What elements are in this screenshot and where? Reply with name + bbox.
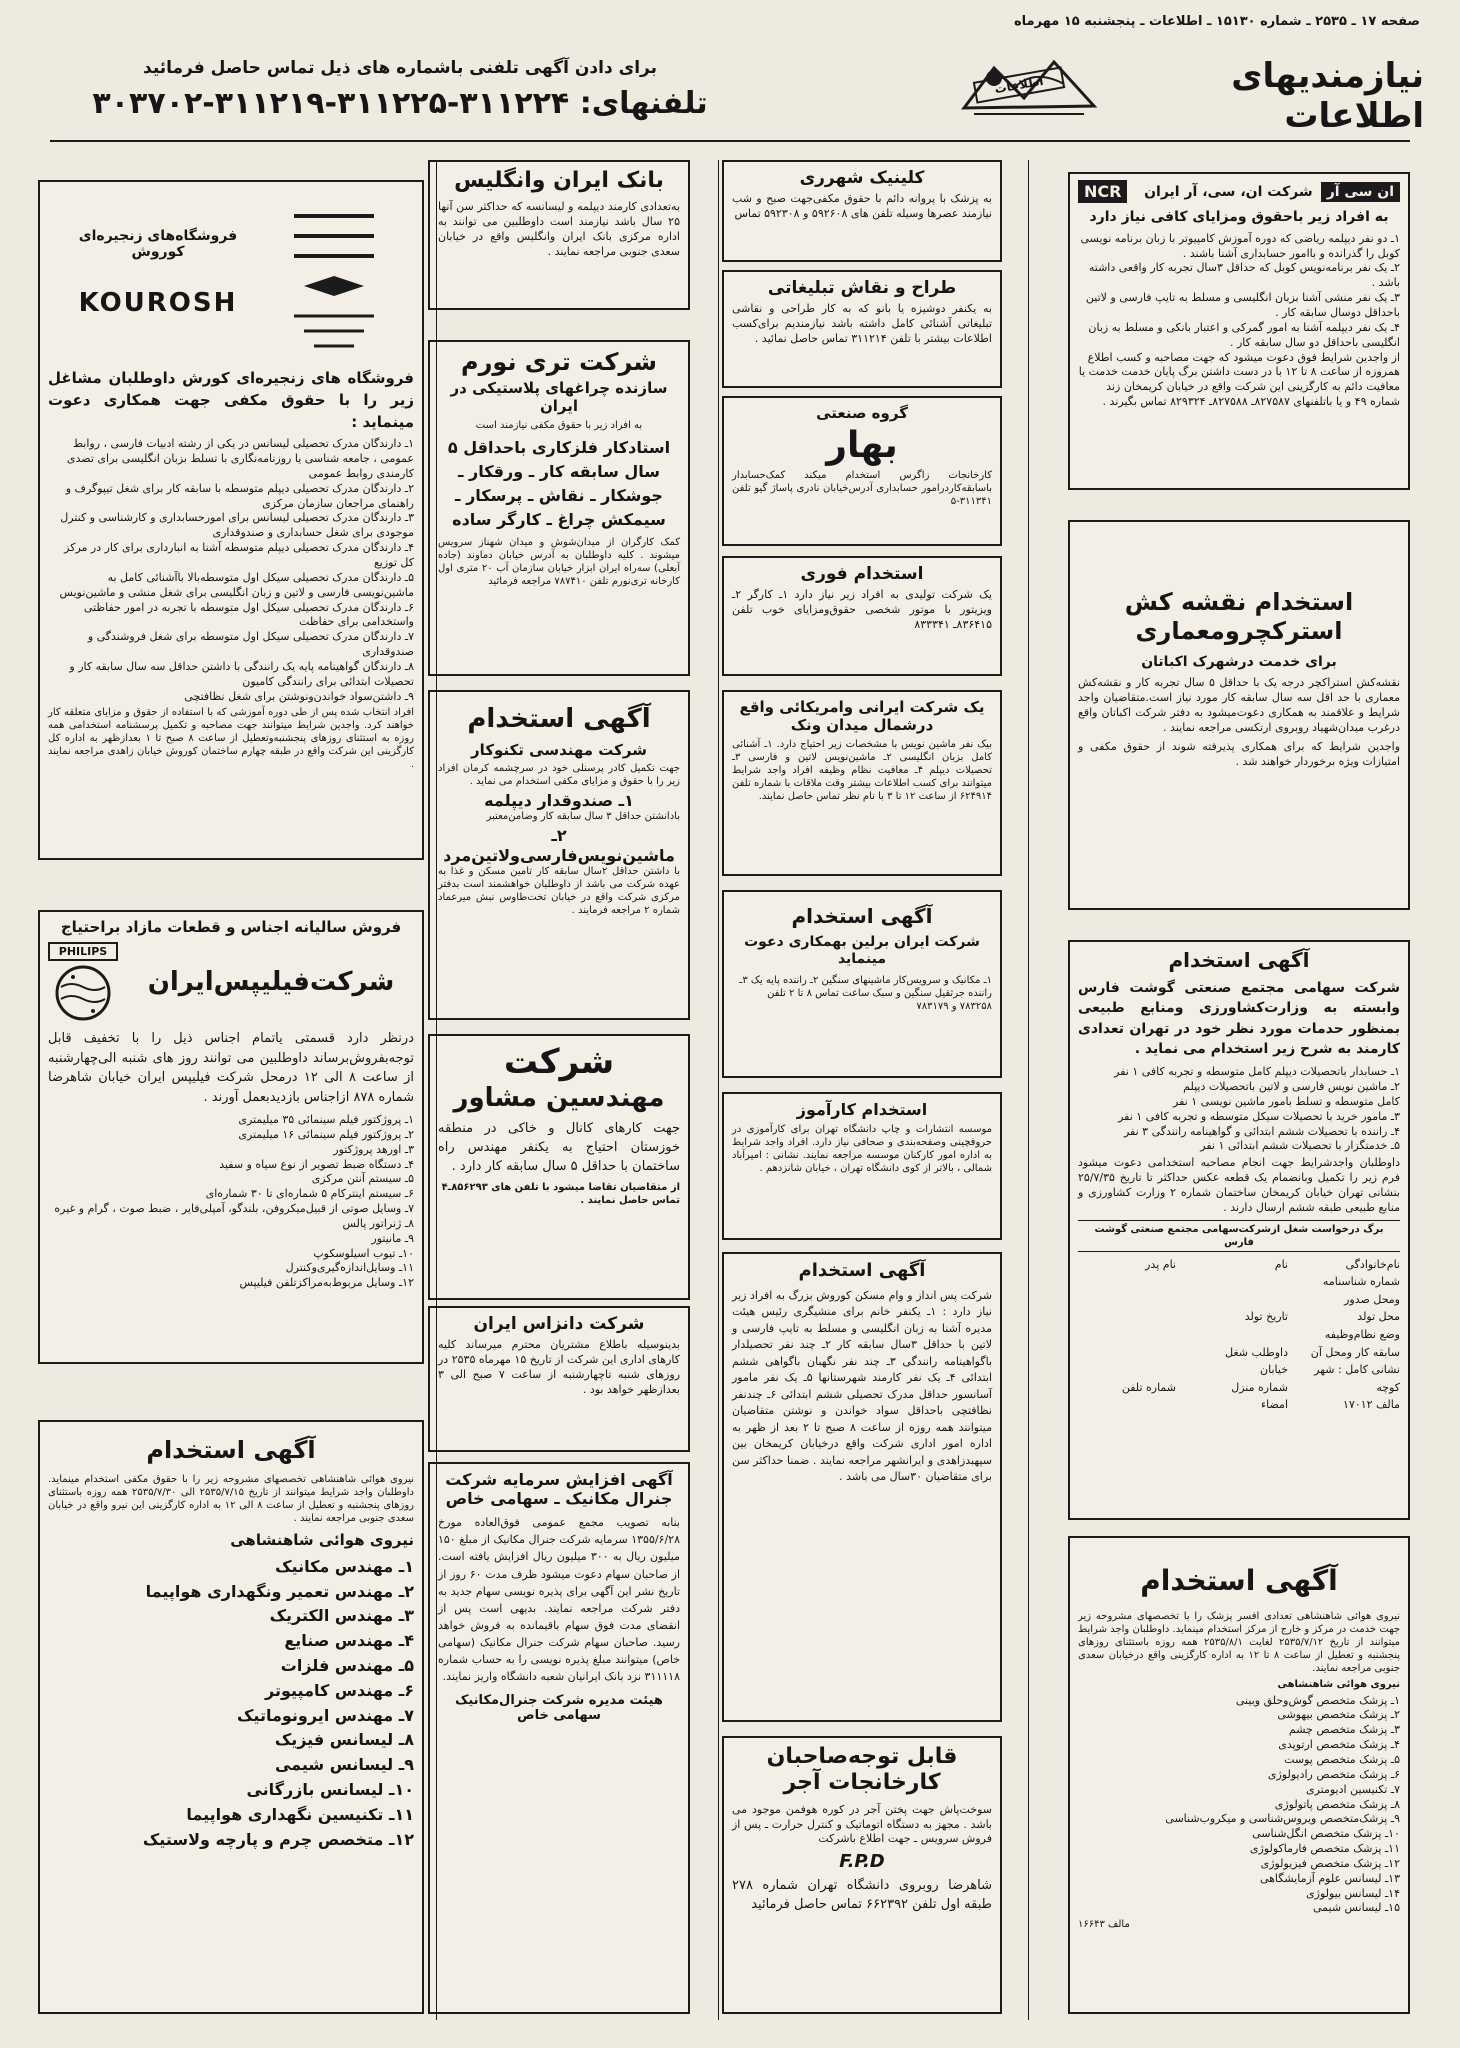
philips-brand: PHILIPS [48,942,118,961]
kourosh-list-item: ۵ـ دارندگان مدرک تحصیلی سیکل اول متوسطه‌بالا باآشنائی کامل به ماشین‌نویسی فارسی و لاتین و زبان انگلیسی برای شغل منشی و ماشین‌نویس [59,570,414,599]
form-field-label: نام پدر [1145,1257,1176,1271]
kourosh-list-item: ۷ـ دارندگان مدرک تحصیلی سیکل اول متوسطه برای شغل فروشندگی و صندوقداری [87,630,414,659]
form-field-label: وضع نظام‌وظیفه [1324,1328,1400,1341]
meat-closing: داوطلبان واجدشرایط جهت انجام مصاحبه استخدامی دعوت میشود فرم زیر را تکمیل وبانضمام یک قطعه عکس حداکثر تا تاریخ ۲۵/۷/۳۵ بنشانی تهران خیابان کریمخان ساختمان شماره ۲ وزارت کشاورزی و منابع طبیعی طبقه ششم ارسال دارند . [1078,1156,1400,1214]
header-rule [50,140,1410,142]
ncr-logo-fa: ان سی آر [1321,182,1400,202]
af-right-list-item: ۴ـ پزشک متخصص ارتوپدی [1278,1738,1400,1752]
af-left-title: آگهی استخدام [146,1436,316,1464]
ad-general-mechanic [428,1462,690,2014]
form-field-label [1078,1396,1176,1414]
berlin-title: آگهی استخدام [791,904,933,928]
folio-line: صفحه ۱۷ ـ ۲۵۳۵ ـ شماره ۱۵۱۳۰ ـ اطلاعات ـ پنجشنبه ۱۵ مهرماه [1013,14,1420,29]
form-row [1078,1326,1400,1344]
vanak-title: یک شرکت ایرانی وامریکائی واقع درشمال میدان ونک [739,698,985,734]
af-left-list-item: ۱۱ـ تکنیسین نگهداری هواپیما [186,1804,414,1824]
kourosh-list-item: ۳ـ دارندگان مدرک تحصیلی لیسانس برای امورحسابداری و کارشناسی و کنترل موجودی برای شغل حسابداری و صندوقداری [60,511,414,540]
masthead-title: نیازمندیهای اطلاعات [1231,56,1424,136]
ad-iran-berlin [722,890,1002,1078]
karamooz-title: استخدام کارآموز [796,1100,928,1119]
philips-list-item: ۱ـ پروژکتور فیلم سینمائی ۳۵ میلیمتری [238,1113,414,1126]
form-field-label: تاریخ تولد [1244,1310,1288,1324]
ncr-logo-en: NCR [1078,180,1127,203]
arch-subtitle: برای خدمت درشهرک اکباتان [1141,653,1337,670]
ncr-list-item: ۴ـ یک نفر دیپلمه آشنا به امور گمرکی و اعتبار بانکی و مسلط به زبان انگلیسی باحداقل دو سال سابقه کار . [1088,320,1400,349]
kourosh-logo [48,188,414,368]
af-right-list-item: ۹ـ پزشک‌متخصص ویروس‌شناسی و میکروب‌شناسی [1165,1812,1400,1826]
bahar-title: بهار [826,425,898,466]
af-left-list-item: ۸ـ لیسانس فیزیک [274,1730,414,1750]
af-left-list-item: ۳ـ مهندس الکتریک [269,1606,414,1626]
af-right-list-item: ۶ـ پزشک متخصص رادیولوژی [1267,1767,1400,1781]
form-field-label: شماره شناسنامه ومحل صدور [1322,1275,1400,1306]
normandy-jobs: استادکار فلزکاری باحداقل ۵ سال سابقه کار ـ ورقکار ـ جوشکار ـ نقاش ـ پرسکار ـ سیمکش چراغ ـ کارگر ساده [447,437,671,529]
daneshras-title: شرکت دانزاس ایران [473,1314,645,1334]
af-left-org: نیروی هوائی شاهنشاهی [230,1530,414,1549]
column-rule-3 [1028,160,1029,2020]
ajor-body: سوخت‌پاش جهت پختن آجر در کوره هوفمن موجود می باشد . مجهز به دستگاه اتوماتیک و کنترل حرارت ـ پس از فروش سرویس ـ جهت اطلاع باشرکت [732,1802,992,1846]
form-row [1078,1396,1400,1414]
ncr-list-item: ۱ـ دو نفر دیپلمه ریاضی که دوره آموزش کامپیوتر با زبان برنامه نویسی کوبل را گذرانده و باامور حسابداری آشنا باشند . [1080,231,1400,260]
meat-list-item: ۳ـ مامور خرید با تحصیلات سیکل متوسطه و تجربه کافی ۱ نفر [1118,1109,1400,1123]
af-left-list-item: ۱ـ مهندس مکانیک [275,1556,414,1576]
ad-mohandesin [428,1034,690,1300]
af-right-list-item: ۱۳ـ لیسانس علوم آزمایشگاهی [1259,1871,1400,1885]
ajor-title-2: کارخانجات آجر [783,1770,941,1796]
ad-airforce-engineers [38,1420,424,2014]
af-left-list-item: ۹ـ لیسانس شیمی [274,1755,414,1775]
af-left-list-item: ۱۰ـ لیسانس بازرگانی [246,1779,414,1799]
form-row [1078,1344,1400,1362]
af-left-intro: نیروی هوائی شاهنشاهی تخصصهای مشروحه زیر را با حقوق مکفی استخدام مینماید. داوطلبان واجد شرایط میتوانند از تاریخ ۲۵۳۵/۷/۱۵ الی ۲۵۳۵/۷/۳۰ همه روزه باستثنای روزهای پنجشنبه و تعطیل از ساعت ۸ الی ۱۲ به اداره کارگزینی این نیرو واقع در خیابان سعدی جنوبی مراجعه نمایند . [48,1473,414,1524]
form-field-label: مالف ۱۷۰۱۲ [1342,1398,1400,1412]
designer-body: به یکنفر دوشیزه یا بانو که به کار طراحی و نقاشی تبلیغاتی آشنائی کامل داشته باشد نیازمندیم برای‌کسب اطلاعات بیشتر با تلفن ۳۱۱۲۱۴ تماس حاصل نمائید . [732,302,992,346]
kourosh-list-item: ۶ـ دارندگان مدرک تحصیلی سیکل اول متوسطه با تجربه در امور حفاظتی واستخدامی برای حفاظت [83,600,414,629]
general-signature: هیئت مدیره شرکت جنرال‌مکانیک سهامی خاص [455,1692,663,1724]
tonkavar-job-2: ۲ـ ماشین‌نویس‌فارسی‌ولاتین‌مرد [443,826,675,865]
meat-form-title: برگ درخواست شغل ازشرکت‌سهامی مجتمع صنعتی گوشت فارس [1078,1220,1400,1252]
ncr-company: شرکت ان، سی، آر ایران [1144,183,1313,200]
af-left-list-item: ۱۲ـ متخصص چرم و پارچه ولاستیک [142,1829,414,1849]
ajor-address: شاهرضا روبروی دانشگاه تهران شماره ۲۷۸ طبقه اول تلفن ۶۶۲۳۹۲ تماس حاصل فرمائید [732,1877,992,1912]
ncr-logo [1321,182,1400,202]
tonkavar-job-2-detail: با داشتن حداقل ۲سال سابقه کار تامین مسکن و غذا به عهده شرکت می باشد از داوطلبان خواهشمند است بدفتر مرکزی شرکت واقع در خیابان تخت‌طاوس نبش میرعماد شماره ۲ مراجعه فرمایند . [438,865,680,916]
form-row [1078,1379,1400,1397]
meat-list-item: ۱ـ حسابدار باتحصیلات دیپلم کامل متوسطه و تجربه کافی ۱ نفر [1114,1065,1400,1079]
normandy-title: شرکت تری نورم [460,348,657,376]
ad-kourosh [38,180,424,860]
ad-bahar [722,396,1002,546]
ad-meat [1068,940,1410,1520]
af-right-title: آگهی استخدام [1140,1564,1338,1597]
general-title: آگهی افزایش سرمایه شرکت جنرال مکانیک ـ سهامی خاص [445,1470,673,1509]
bahar-body: کارخانجات زاگرس استخدام میکند کمک‌حسابدار باسابقه‌کاردرامور حسابداری آدرس‌خیابان نادری پاساژ گیو تلفن ۳۱۱۳۴۱-۵ [732,470,992,508]
philips-list-item: ۱۱ـ وسایل‌اندازه‌گیری‌وکنترل [285,1261,414,1275]
tonkavar-job-1: ۱ـ صندوقدار دیپلمه [484,791,634,811]
af-left-list [48,1555,414,1853]
philips-list-item: ۴ـ دستگاه ضبط تصویر از نوع سیاه و سفید [219,1157,414,1171]
af-right-list-item: ۲ـ پزشک متخصص بیهوشی [1277,1708,1400,1722]
kourosh-list-item: ۱ـ دارندگان مدرک تحصیلی لیسانس در یکی از رشته ادبیات فارسی ، روابط عمومی ، جامعه شناسی یا روزنامه‌نگاری با تسلط بزبان انگلیسی برای تصدی کارمندی روابط عمومی [66,437,414,480]
af-right-list [1078,1694,1400,1917]
designer-title: طراح و نقاش تبلیغاتی [767,278,957,298]
philips-list-item: ۵ـ سیستم آنتن مرکزی [311,1172,414,1186]
af-right-list-item: ۱ـ پزشک متخصص گوش‌وحلق وبینی [1235,1693,1400,1707]
normandy-subtitle: سازنده چراغهای پلاستیکی در ایران [450,378,668,415]
ajor-title-1: قابل توجه‌صاحبان [766,1744,958,1769]
pasandaz-title: آگهی استخدام [798,1260,926,1281]
form-field-label: محل تولد [1357,1310,1400,1324]
form-row [1078,1361,1400,1379]
clinic-body: به پزشک با پروانه دائم با حقوق مکفی‌جهت صبح و شب نیازمند عصرها وسیله تلفن های ۵۹۲۶۰۸ و ۵۹۲۳۰۸ تماس [732,192,992,221]
ad-bank [428,160,690,310]
meat-intro: شرکت سهامی مجتمع صنعتی گوشت فارس وابسته به وزارت‌کشاورزی ومنابع طبیعی بمنظور حدمات مورد نظر خود در تهران تعدادی کارمند به شرح زیر استخدام می نماید . [1078,980,1400,1057]
meat-title: آگهی استخدام [1168,948,1310,972]
form-field-label: نام [1274,1257,1288,1271]
af-left-list-item: ۷ـ مهندس ایرونوماتیک [237,1705,414,1725]
kourosh-list-item: ۹ـ داشتن‌سواد خواندن‌ونوشتن برای شغل نظافتچی [184,689,414,703]
form-field-label [1078,1308,1176,1326]
phone-numbers: تلفنهای: ۳۱۱۲۲۴-۳۱۱۲۲۵-۳۱۱۲۱۹-۳۰۳۷۰۲ [92,86,708,121]
form-field-label: سابقه کار ومحل آن [1310,1345,1400,1359]
philips-title: شرکت‌فیلیپس‌ایران [147,966,395,997]
mohandesin-title-1: شرکت [503,1042,615,1082]
mohandesin-title-2: مهندسین مشاور [453,1082,665,1113]
philips-list-item: ۲ـ پروژکتور فیلم سینمائی ۱۶ میلیمتری [238,1127,414,1141]
ad-ajor [722,1736,1002,2014]
form-field-label: کوچه [1376,1380,1400,1394]
af-right-list-item: ۱۱ـ پزشک متخصص فارماکولوژی [1249,1842,1400,1856]
ad-fori [722,556,1002,676]
normandy-lead: به افراد زیر با حقوق مکفی نیازمند است [475,419,643,431]
ad-karamooz [722,1092,1002,1240]
general-body: بنابه تصویب مجمع عمومی فوق‌العاده مورخ ۱۳۵۵/۶/۲۸ سرمایه شرکت جنرال مکانیک از مبلغ ۱۵۰ میلیون ریال به ۳۰۰ میلیون ریال افزایش یافته است. از صاحبان سهام دعوت میشود ظرف مدت ۶۰ روز از تاریخ نشر این آگهی برای پذیره نویسی سهام جدید به دفتر شرکت مراجعه نمایند. بدیهی است پس از انقضای مدت فوق سهام باقیمانده به فروش خواهد رسید. صاحبان سهام شرکت جنرال مکانیک (سهامی خاص) میتوانند مبلغ پذیره نویسی را به حساب شماره ۳۱۱۱۱۸ نزد بانک ایرانیان شعبه دانشگاه واریز نمایند. [438,1516,680,1683]
af-left-list-item: ۴ـ مهندس صنایع [284,1631,414,1651]
kourosh-closing: افراد انتخاب شده پس از طی دوره آموزشی که با استفاده از حقوق و مزایای متعلقه کار خواهند کرد. واجدین شرایط میتوانند جهت مصاحبه و تکمیل پرسشنامه استخدامی همه روزه به استثنای روزهای پنجشنبه‌وتعطیل از ساعت ۸ صبح تا ۱ بعدازظهر به اداره کل کارگزینی این شرکت واقع در طبقه چهارم ساختمان کوروش خیابان زاهدی مراجعه نمایند . [48,707,415,771]
philips-shield-icon [53,963,113,1023]
philips-list-item: ۸ـ ژنراتور پالس [342,1216,414,1230]
af-right-org: نیروی هوائی شاهنشاهی [1277,1678,1400,1690]
kourosh-list-item: ۴ـ دارندگان مدرک تحصیلی دیپلم متوسطه آشنا به انبارداری برای کار در مرکز کل توزیع [64,541,414,569]
ad-normandy [428,340,690,676]
column-rule-2 [718,160,719,2020]
ncr-list-item: ۳ـ یک نفر منشی آشنا بزبان انگلیسی و مسلط به تایپ فارسی و لاتین باحداقل دوسال سابقه کار . [1085,291,1400,320]
mohandesin-body: جهت کارهای کانال و خاکی در منطقه خوزستان احتیاج به یکنفر مهندس راه ساختمان با حداقل ۵ سال سابقه کار دارد . [438,1120,680,1174]
column-rule-1 [436,160,437,2020]
ad-clinic [722,160,1002,262]
clinic-title: کلینیک شهرری [799,168,925,188]
af-left-list-item: ۶ـ مهندس کامپیوتر [265,1680,414,1700]
philips-list-item: ۹ـ مانیتور [371,1231,414,1245]
meat-list-item: ۲ـ ماشین نویس فارسی و لاتین باتحصیلات دیپلم [1183,1080,1400,1094]
form-field-label [1078,1326,1176,1344]
form-field-label: خیابان [1260,1363,1288,1377]
af-left-list-item: ۵ـ مهندس فلزات [280,1655,414,1675]
ncr-list [1078,232,1400,410]
bank-title: بانک ایران وانگلیس [454,168,664,193]
ad-daneshras [428,1306,690,1452]
form-field-label: نشانی کامل : شهر [1314,1363,1400,1377]
philips-list-item: ۱۰ـ تیوب اسیلوسکوپ [313,1246,414,1260]
philips-intro: درنظر دارد قسمتی یاتمام اجناس ذیل را با تخفیف قابل توجه‌بفروش‌برساند داوطلبین می توانند روز های شنبه الی‌چهارشنبه از ساعت ۸ الی ۱۲ درمحل شرکت فیلیپس ایران خیابان شاهرضا شماره ۸۷۸ ازاجناس بازدیدبعمل آورند . [48,1031,414,1105]
philips-logo [48,942,118,1023]
af-right-list-item: ۱۵ـ لیسانس شیمی [1312,1901,1400,1915]
arch-title-2: استرکچرومعماری [1135,616,1343,645]
tonkavar-job-1-detail: بادانشتن حداقل ۳ سال سابقه کار وضامن‌معتبر [486,811,680,823]
pasandaz-body: شرکت پس انداز و وام مسکن کوروش بزرگ به افراد زیر نیاز دارد : ۱ـ یکنفر خانم برای منشیگری رئیس هیئت مدیره آشنا به زبان انگلیسی و مسلط به تایپ فارسی و لاتین با حداقل ۳سال سابقه کار ۲ـ چند نفر تحصیلدار باگواهینامه رانندگی ۳ـ چند نفر نگهبان باگواهی ششم ابتدائی ۴ـ یک نفر کارمند شهرستانها ۵ـ یک نفر مامور آسانسور حداقل مدرک تحصیلی ششم ابتدائی ۶ـ چندنفر نظافتچی باحداقل سواد خواندن و نوشتن متقاضیان میتوانند همه روزه از ساعت ۸ صبح تا ۲ بعد از ظهر به اداره امور اداری شرکت واقع درخیابان کریمخان بین سپهبدزاهدی و ایرانشهر مراجعه نمایند . ضمنا حداکثر سن برای متقاضیان ۳۰سال می باشد . [732,1288,993,1484]
philips-list-item: ۷ـ وسایل صوتی از قبیل‌میکروفن، بلندگو، آمپلی‌فایر ، ضبط صوت ، گرام و غیره [54,1202,414,1216]
arch-title-1: استخدام نقشه کش [1124,588,1354,616]
meat-list-item: کامل متوسطه و تسلط بامور ماشین نویسی ۱ نفر [1173,1094,1400,1108]
af-right-list-item: ۳ـ پزشک متخصص چشم [1288,1723,1400,1737]
ad-call-text: برای دادن آگهی تلفنی باشماره های ذیل تماس حاصل فرمائید [143,58,657,78]
kourosh-list-item: ۸ـ دارندگان گواهینامه پایه یک رانندگی با داشتن حداقل سه سال سابقه کار و تحصیلات ابتدائی برای رانندگی کامیون [69,659,414,688]
arch-body: نقشه‌کش استراکچر درجه یک با حداقل ۵ سال تجربه کار و نقشه‌کش معماری با حد اقل سه سال سابقه کار مورد نیاز است.متقاضیان واجد شرایط و علاقمند به همکاری دعوت‌میشود به دفتر شرکت اکباتان واقع درغرب میدان‌شهیاد روبروی ارتکسی مراجعه نمایند . [1078,676,1401,734]
ad-architecture [1068,520,1410,910]
philips-top: فروش سالیانه اجناس و قطعات مازاد براحتیاج [60,918,402,936]
kourosh-list-item: ۲ـ دارندگان مدرک تحصیلی دیپلم متوسطه با سابقه کار برای شغل تیپوگرف و راهنمای مراجعان سازمان مرکزی [65,481,414,510]
af-right-list-item: ۵ـ پزشک متخصص پوست [1284,1752,1400,1766]
tonkavar-intro: جهت تکمیل کادر پرسنلی خود در سرچشمه کرمان افراد زیر را با حقوق و مزایای مکفی استخدام می نماید . [438,763,680,788]
kourosh-logo-fa: فروشگاه‌های زنجیره‌ای کوروش [78,228,238,260]
karamooz-body: موسسه انتشارات و چاپ دانشگاه تهران برای کارآموزی در حروفچینی وصفحه‌بندی و صحافی نیاز دارد. افراد واجد شرایط به اداره امور کارکنان موسسه مراجعه نمایند. نشانی : امیرآباد شمالی ، بالاتر از کوی دانشگاه تهران ، خیابان شانزدهم . [732,1124,992,1175]
form-field-label [1190,1326,1288,1344]
daneshras-body: بدینوسیله باطلاع مشتریان محترم میرساند کلیه کارهای اداری این شرکت از تاریخ ۱۵ مهرماه ۲۵۳۵ در روزهای شنبه تاچهارشنبه از ساعت ۷ صبح الی ۳ بعدازظهر خواهد بود . [438,1338,681,1396]
ad-designer [722,270,1002,388]
af-right-intro: نیروی هوائی شاهنشاهی تعدادی افسر پزشک را با تخصصهای مشروحه زیر جهت خدمت در مرکز و خارج از مرکز استخدام مینماید. داوطلبان واجد شرایط میتوانند از تاریخ ۲۵۳۵/۷/۱۲ لغایت ۲۵۳۵/۸/۱ همه روزه باستثنای روزهای پنجشنبه و تعطیل از ساعت ۸ تا ۱۲ به اداره کارگزینی واقع درخیابان سعدی جنوبی مراجعه نمایند. [1078,1610,1400,1674]
form-field-label [1190,1273,1288,1308]
meat-list-item: ۴ـ راننده با تحصیلات ششم ابتدائی و گواهینامه رانندگی ۳ نفر [1123,1124,1400,1138]
form-field-label [1078,1273,1176,1308]
masthead-banner: اطلاعات [973,66,1065,103]
form-field-label: شماره منزل [1231,1380,1288,1394]
bahar-small: گروه صنعتی [816,404,908,422]
philips-list-item: ۶ـ سیستم اینترکام ۵ شماره‌ای تا ۳۰ شماره‌ای [205,1187,414,1201]
ajor-brand: F.P.D [839,1851,885,1873]
kourosh-logo-en: KOUROSH [78,288,238,318]
philips-list-item: ۱۲ـ وسایل مربوط‌به‌مراکز‌تلفن فیلیپس [239,1276,414,1290]
ad-ncr [1068,172,1410,490]
kourosh-title: فروشگاه های زنجیره‌ای کورش داوطلبان مشاغل زیر را با حقوق مکفی جهت همکاری دعوت مینماید : [48,369,414,431]
af-right-list-item: ۱۰ـ پزشک متخصص انگل‌شناسی [1252,1827,1400,1841]
philips-list-item: ۳ـ اورهد پروژکتور [333,1142,414,1156]
berlin-subtitle: شرکت ایران برلین بهمکاری دعوت مینماید [744,934,980,967]
form-field-label [1078,1361,1176,1379]
form-field-label: نام‌خانوادگی [1345,1257,1400,1271]
vanak-body: بیک نفر ماشین نویس با مشخصات زیر احتیاج دارد. ۱ـ آشنائی کامل بزبان انگلیسی ۲ـ ماشین‌نویس لاتین و فارسی ۳ـ تحصیلات دیپلم ۴ـ معافیت نظام وظیفه افراد واجد شرایط میتوانند برای کسب اطلاعات بیشتر وقت ملاقات با شماره تلفن ۶۲۴۹۱۴ از ساعت ۱۲ تا ۳ با نام نظر تماس حاصل نمایند. [732,739,992,802]
af-right-list-item: ۱۲ـ پزشک متخصص فیزیولوژی [1260,1856,1400,1870]
fori-title: استخدام فوری [800,564,924,584]
af-right-list-item: ۷ـ تکنیسین ادیومتری [1305,1782,1400,1796]
form-row [1078,1273,1400,1308]
fori-body: یک شرکت تولیدی به افراد زیر نیاز دارد ۱ـ کارگر ۲ـ ویزیتور با موتور شخصی حقوق‌ومزایای خوب تلفن ۸۳۶۴۱۵ـ ۸۳۳۳۴۱ [732,588,992,632]
masthead [864,44,1424,140]
tonkavar-company: شرکت مهندسی تکنوکار [471,741,647,760]
form-field-label [1078,1344,1176,1362]
ad-pasandaz [722,1252,1002,1722]
form-row [1078,1308,1400,1326]
ncr-title: به افراد زیر باحقوق ومزایای کافی نیاز دارد [1089,209,1389,225]
form-field-label: شماره تلفن [1121,1380,1176,1394]
ad-philips [38,910,424,1364]
arch-benefits: واجدین شرایط که برای همکاری پذیرفته شوند از حقوق مکفی و امتیازات ویژه برخوردار خواهند شد . [1078,739,1400,768]
kourosh-list [48,437,414,704]
af-right-list-item: ۸ـ پزشک متخصص پاتولوژی [1274,1797,1400,1811]
form-field-label: داوطلب شغل [1225,1345,1288,1359]
ncr-list-item: ۲ـ یک نفر برنامه‌نویس کوبل که حداقل ۳سال تجربه کار واقعی داشته باشد . [1088,261,1400,290]
meat-list [1078,1065,1400,1154]
ad-airforce-physicians [1068,1536,1410,2014]
ad-tonkavar [428,690,690,1020]
normandy-body: کمک کارگران از میدان‌شوش و میدان شهناز سرویس میشوند . کلیه داوطلبان به آدرس خیابان دماوند (جاده آبعلی) سه‌راه ایران ابزار خیابان سازمان آب ۲۰ متری اول کارخانه تری‌نورم تلفن ۷۸۷۴۱۰ مراجعه فرمائید [438,536,680,587]
ad-vanak [722,690,1002,876]
mohandesin-contact: از متقاضیان تقاضا میشود با تلفن های ۸۵۶۲۹۳ـ۴ تماس حاصل نمایند . [441,1181,680,1206]
kourosh-emblem-icon [274,196,394,356]
berlin-body: ۱ـ مکانیک و سرویس‌کار ماشینهای سنگین ۲ـ راننده پایه یک ۳ـ راننده جرثقیل سنگین و سبک ساعت تماس ۸ تا ۲ تلفن ۷۸۳۲۵۸ و ۷۸۳۱۷۹ [739,974,992,1012]
meat-application-form [1078,1256,1400,1414]
form-field-label: امضاء [1260,1398,1288,1412]
bank-body: به‌تعدادی کارمند دیپلمه و لیسانسه که حداکثر سن آنها ۲۵ سال باشد نیازمند است داوطلبین می توانند به اداره مرکزی بانک ایران وانگلیس واقع در خیابان سعدی جنوبی مراجعه نمایند . [438,200,680,258]
af-left-list-item: ۲ـ مهندس تعمیر ونگهداری هواپیما [145,1581,414,1601]
form-row [1078,1256,1400,1274]
philips-list [48,1113,414,1291]
af-right-code: مالف ۱۶۶۴۳ [1078,1919,1130,1931]
ncr-list-item: از واجدین شرایط فوق دعوت میشود که جهت مصاحبه و کسب اطلاع همروزه از ساعت ۸ تا ۱۲ با در دست داشتن برگ پایان خدمت خدمت یا معافیت دائم به کارگزینی این شرکت واقع در خیابان کریمخان زند شماره ۴۹ و یا باتلفنهای ۸۲۷۵۸۷ـ ۸۲۷۵۸۸ـ ۸۲۹۳۲۴ تماس بگیرند . [1078,350,1400,409]
af-right-list-item: ۱۴ـ لیسانس بیولوژی [1306,1886,1400,1900]
meat-list-item: ۵ـ خدمتگزار با تحصیلات ششم ابتدائی ۱ نفر [1200,1139,1400,1153]
tonkavar-title: آگهی استخدام [467,704,651,734]
